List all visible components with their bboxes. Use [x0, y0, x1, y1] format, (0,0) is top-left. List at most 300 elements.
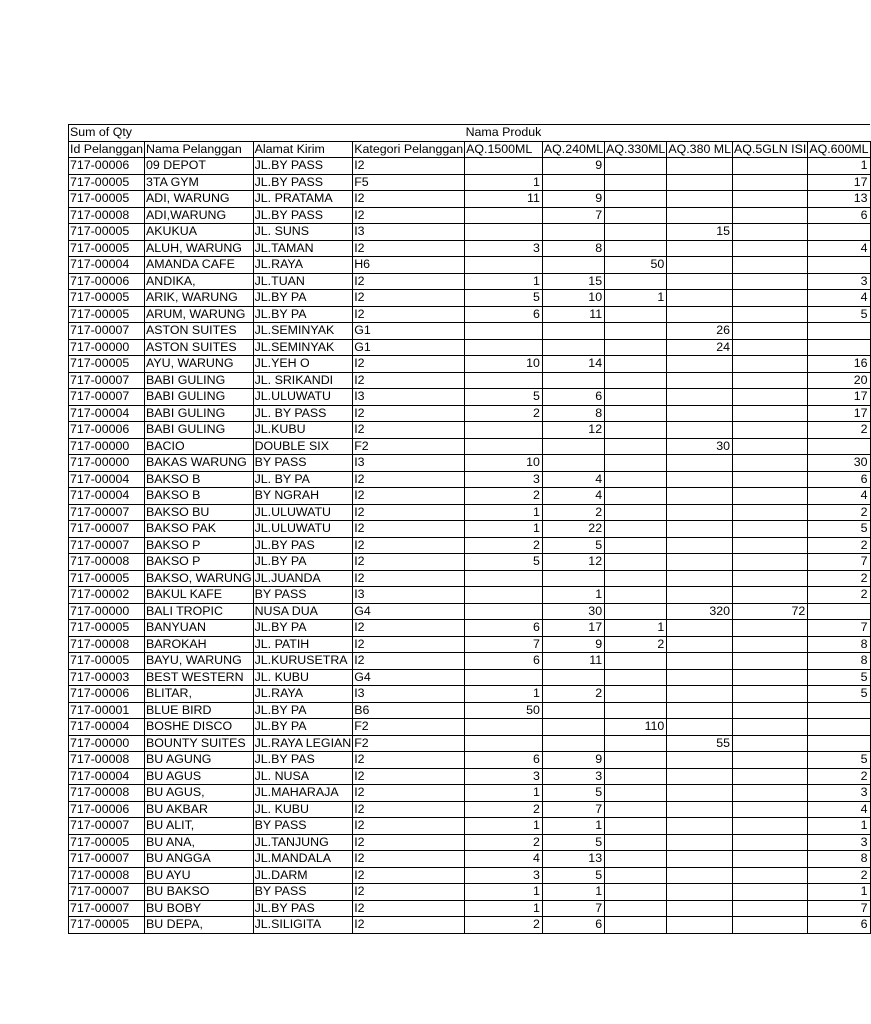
- cell-aq-330ml[interactable]: [605, 488, 667, 505]
- cell-kategori-pelanggan[interactable]: I2: [353, 207, 465, 224]
- cell-aq-330ml[interactable]: [605, 851, 667, 868]
- cell-nama-pelanggan[interactable]: BABI GULING: [145, 405, 254, 422]
- cell-aq-330ml[interactable]: [605, 669, 667, 686]
- cell-aq-380ml[interactable]: 55: [667, 735, 733, 752]
- cell-aq-240ml[interactable]: 1: [542, 818, 604, 835]
- cell-aq-1500ml[interactable]: [465, 422, 543, 439]
- cell-aq-5gln-isi[interactable]: [733, 273, 808, 290]
- cell-alamat-kirim[interactable]: JL.TUAN: [253, 273, 353, 290]
- cell-aq-5gln-isi[interactable]: [733, 884, 808, 901]
- cell-id-pelanggan[interactable]: 717-00000: [69, 438, 145, 455]
- cell-nama-pelanggan[interactable]: ANDIKA,: [145, 273, 254, 290]
- cell-nama-pelanggan[interactable]: BU AGUNG: [145, 752, 254, 769]
- header-aq-600ml[interactable]: AQ.600ML: [809, 141, 869, 156]
- cell-nama-pelanggan[interactable]: 3TA GYM: [145, 174, 254, 191]
- cell-aq-5gln-isi[interactable]: [733, 653, 808, 670]
- cell-id-pelanggan[interactable]: 717-00007: [69, 818, 145, 835]
- empty-cell[interactable]: [253, 125, 353, 142]
- empty-cell[interactable]: [667, 125, 733, 142]
- cell-aq-240ml[interactable]: 6: [542, 917, 604, 934]
- cell-aq-330ml[interactable]: [605, 603, 667, 620]
- cell-aq-1500ml[interactable]: 6: [465, 620, 543, 637]
- cell-aq-5gln-isi[interactable]: [733, 405, 808, 422]
- cell-aq-330ml[interactable]: 1: [605, 290, 667, 307]
- cell-kategori-pelanggan[interactable]: G1: [353, 323, 465, 340]
- cell-alamat-kirim[interactable]: JL.MAHARAJA: [253, 785, 353, 802]
- cell-aq-600ml[interactable]: 17: [808, 174, 870, 191]
- cell-aq-380ml[interactable]: [667, 257, 733, 274]
- cell-kategori-pelanggan[interactable]: I2: [353, 306, 465, 323]
- cell-kategori-pelanggan[interactable]: F2: [353, 438, 465, 455]
- cell-aq-330ml[interactable]: [605, 323, 667, 340]
- cell-nama-pelanggan[interactable]: BALI TROPIC: [145, 603, 254, 620]
- cell-alamat-kirim[interactable]: JL.BY PASS: [253, 174, 353, 191]
- cell-aq-600ml[interactable]: [808, 257, 870, 274]
- cell-nama-pelanggan[interactable]: BU AGUS,: [145, 785, 254, 802]
- cell-aq-330ml[interactable]: [605, 752, 667, 769]
- cell-aq-1500ml[interactable]: 2: [465, 488, 543, 505]
- cell-id-pelanggan[interactable]: 717-00004: [69, 488, 145, 505]
- cell-nama-pelanggan[interactable]: BAKSO P: [145, 537, 254, 554]
- cell-id-pelanggan[interactable]: 717-00008: [69, 207, 145, 224]
- cell-aq-5gln-isi[interactable]: [733, 719, 808, 736]
- cell-aq-1500ml[interactable]: [465, 158, 543, 175]
- cell-aq-380ml[interactable]: [667, 471, 733, 488]
- cell-kategori-pelanggan[interactable]: I2: [353, 620, 465, 637]
- cell-aq-1500ml[interactable]: 1: [465, 818, 543, 835]
- cell-alamat-kirim[interactable]: JL. NUSA: [253, 768, 353, 785]
- cell-aq-5gln-isi[interactable]: [733, 587, 808, 604]
- cell-aq-5gln-isi[interactable]: [733, 768, 808, 785]
- cell-aq-5gln-isi[interactable]: [733, 686, 808, 703]
- cell-aq-380ml[interactable]: [667, 504, 733, 521]
- cell-aq-380ml[interactable]: [667, 785, 733, 802]
- cell-aq-330ml[interactable]: [605, 702, 667, 719]
- cell-id-pelanggan[interactable]: 717-00000: [69, 735, 145, 752]
- header-aq-330ml[interactable]: AQ.330ML: [606, 141, 666, 156]
- cell-aq-5gln-isi[interactable]: [733, 372, 808, 389]
- cell-aq-5gln-isi[interactable]: [733, 224, 808, 241]
- empty-cell[interactable]: [733, 125, 808, 142]
- cell-aq-380ml[interactable]: [667, 851, 733, 868]
- cell-aq-5gln-isi[interactable]: [733, 570, 808, 587]
- cell-aq-380ml[interactable]: [667, 521, 733, 538]
- cell-alamat-kirim[interactable]: JL.BY PA: [253, 290, 353, 307]
- cell-nama-pelanggan[interactable]: BU BAKSO: [145, 884, 254, 901]
- cell-aq-380ml[interactable]: [667, 752, 733, 769]
- sum-of-qty-label[interactable]: Sum of Qty: [69, 125, 145, 142]
- cell-id-pelanggan[interactable]: 717-00000: [69, 603, 145, 620]
- cell-kategori-pelanggan[interactable]: I2: [353, 636, 465, 653]
- cell-aq-600ml[interactable]: 30: [808, 455, 870, 472]
- cell-aq-600ml[interactable]: 17: [808, 389, 870, 406]
- cell-aq-330ml[interactable]: [605, 405, 667, 422]
- cell-aq-380ml[interactable]: [667, 768, 733, 785]
- cell-aq-5gln-isi[interactable]: [733, 834, 808, 851]
- cell-id-pelanggan[interactable]: 717-00006: [69, 158, 145, 175]
- cell-id-pelanggan[interactable]: 717-00007: [69, 323, 145, 340]
- cell-nama-pelanggan[interactable]: BAKUL KAFE: [145, 587, 254, 604]
- cell-nama-pelanggan[interactable]: BAKSO PAK: [145, 521, 254, 538]
- cell-aq-1500ml[interactable]: 2: [465, 917, 543, 934]
- cell-alamat-kirim[interactable]: JL. BY PASS: [253, 405, 353, 422]
- cell-nama-pelanggan[interactable]: BAKSO, WARUNG: [146, 570, 252, 585]
- cell-id-pelanggan[interactable]: 717-00005: [69, 917, 145, 934]
- cell-aq-240ml[interactable]: 10: [542, 290, 604, 307]
- cell-alamat-kirim[interactable]: JL. PATIH: [253, 636, 353, 653]
- cell-aq-380ml[interactable]: [667, 636, 733, 653]
- cell-aq-380ml[interactable]: 24: [667, 339, 733, 356]
- cell-aq-5gln-isi[interactable]: [733, 455, 808, 472]
- cell-id-pelanggan[interactable]: 717-00007: [69, 504, 145, 521]
- cell-aq-5gln-isi[interactable]: [733, 323, 808, 340]
- cell-aq-240ml[interactable]: 12: [542, 422, 604, 439]
- cell-aq-600ml[interactable]: 8: [808, 851, 870, 868]
- cell-kategori-pelanggan[interactable]: I2: [353, 521, 465, 538]
- cell-alamat-kirim[interactable]: JL.BY PA: [253, 554, 353, 571]
- empty-cell[interactable]: [542, 125, 604, 142]
- cell-alamat-kirim[interactable]: JL.BY PA: [253, 306, 353, 323]
- cell-id-pelanggan[interactable]: 717-00005: [69, 834, 145, 851]
- cell-id-pelanggan[interactable]: 717-00005: [69, 306, 145, 323]
- cell-kategori-pelanggan[interactable]: I2: [353, 372, 465, 389]
- cell-nama-pelanggan[interactable]: BU ALIT,: [145, 818, 254, 835]
- cell-aq-380ml[interactable]: [667, 587, 733, 604]
- cell-aq-380ml[interactable]: 320: [667, 603, 733, 620]
- cell-nama-pelanggan[interactable]: BAKSO P: [145, 554, 254, 571]
- cell-alamat-kirim[interactable]: JL.RAYA: [253, 257, 353, 274]
- cell-aq-330ml[interactable]: [605, 240, 667, 257]
- cell-aq-5gln-isi[interactable]: [733, 240, 808, 257]
- cell-alamat-kirim[interactable]: JL.ULUWATU: [253, 389, 353, 406]
- cell-aq-5gln-isi[interactable]: [733, 488, 808, 505]
- cell-alamat-kirim[interactable]: BY PASS: [253, 455, 353, 472]
- cell-nama-pelanggan[interactable]: BLUE BIRD: [145, 702, 254, 719]
- cell-id-pelanggan[interactable]: 717-00008: [69, 785, 145, 802]
- cell-aq-5gln-isi[interactable]: [733, 389, 808, 406]
- cell-nama-pelanggan[interactable]: BU BOBY: [145, 900, 254, 917]
- cell-kategori-pelanggan[interactable]: F5: [353, 174, 465, 191]
- cell-aq-600ml[interactable]: 2: [808, 504, 870, 521]
- empty-cell[interactable]: [145, 125, 254, 142]
- cell-aq-330ml[interactable]: [605, 768, 667, 785]
- cell-aq-380ml[interactable]: [667, 620, 733, 637]
- cell-aq-600ml[interactable]: [808, 339, 870, 356]
- cell-kategori-pelanggan[interactable]: I2: [353, 851, 465, 868]
- cell-kategori-pelanggan[interactable]: H6: [353, 257, 465, 274]
- cell-nama-pelanggan[interactable]: BU AGUS: [145, 768, 254, 785]
- cell-nama-pelanggan[interactable]: BANYUAN: [145, 620, 254, 637]
- cell-aq-5gln-isi[interactable]: [733, 818, 808, 835]
- cell-aq-1500ml[interactable]: 2: [465, 834, 543, 851]
- cell-aq-600ml[interactable]: 6: [808, 471, 870, 488]
- cell-kategori-pelanggan[interactable]: B6: [353, 702, 465, 719]
- cell-aq-240ml[interactable]: 1: [542, 587, 604, 604]
- cell-aq-330ml[interactable]: [605, 686, 667, 703]
- cell-aq-240ml[interactable]: [542, 702, 604, 719]
- cell-aq-600ml[interactable]: 4: [808, 240, 870, 257]
- cell-aq-380ml[interactable]: [667, 669, 733, 686]
- cell-aq-1500ml[interactable]: [465, 587, 543, 604]
- cell-alamat-kirim[interactable]: JL. PRATAMA: [253, 191, 353, 208]
- cell-aq-1500ml[interactable]: [465, 339, 543, 356]
- cell-aq-1500ml[interactable]: 10: [465, 356, 543, 373]
- header-nama-pelanggan[interactable]: Nama Pelanggan: [145, 141, 254, 158]
- cell-aq-5gln-isi[interactable]: [733, 900, 808, 917]
- cell-nama-pelanggan[interactable]: BLITAR,: [145, 686, 254, 703]
- cell-id-pelanggan[interactable]: 717-00007: [69, 537, 145, 554]
- cell-aq-1500ml[interactable]: [465, 224, 543, 241]
- cell-aq-380ml[interactable]: [667, 653, 733, 670]
- cell-aq-600ml[interactable]: 2: [808, 422, 870, 439]
- cell-kategori-pelanggan[interactable]: I2: [353, 356, 465, 373]
- cell-aq-240ml[interactable]: 1: [542, 884, 604, 901]
- cell-aq-5gln-isi[interactable]: [733, 867, 808, 884]
- cell-id-pelanggan[interactable]: 717-00004: [69, 768, 145, 785]
- cell-aq-330ml[interactable]: [605, 191, 667, 208]
- cell-kategori-pelanggan[interactable]: I3: [353, 389, 465, 406]
- cell-aq-240ml[interactable]: 12: [542, 554, 604, 571]
- cell-alamat-kirim[interactable]: JL. SRIKANDI: [253, 372, 353, 389]
- cell-nama-pelanggan[interactable]: ADI, WARUNG: [145, 191, 254, 208]
- cell-nama-pelanggan[interactable]: BU ANA,: [145, 834, 254, 851]
- cell-aq-380ml[interactable]: [667, 488, 733, 505]
- cell-aq-5gln-isi[interactable]: [733, 438, 808, 455]
- cell-aq-330ml[interactable]: [605, 900, 667, 917]
- header-aq-1500ml[interactable]: AQ.1500ML: [465, 141, 543, 158]
- cell-alamat-kirim[interactable]: JL.KUBU: [253, 422, 353, 439]
- empty-cell[interactable]: [353, 125, 465, 142]
- empty-cell[interactable]: [808, 125, 870, 142]
- cell-id-pelanggan[interactable]: 717-00007: [69, 900, 145, 917]
- cell-aq-1500ml[interactable]: 5: [465, 389, 543, 406]
- cell-aq-240ml[interactable]: [542, 257, 604, 274]
- cell-aq-1500ml[interactable]: 2: [465, 405, 543, 422]
- cell-kategori-pelanggan[interactable]: I2: [353, 867, 465, 884]
- cell-aq-600ml[interactable]: [808, 323, 870, 340]
- cell-kategori-pelanggan[interactable]: I2: [353, 405, 465, 422]
- cell-aq-5gln-isi[interactable]: [733, 422, 808, 439]
- cell-nama-pelanggan[interactable]: ASTON SUITES: [145, 339, 254, 356]
- cell-id-pelanggan[interactable]: 717-00008: [69, 867, 145, 884]
- cell-aq-330ml[interactable]: 1: [605, 620, 667, 637]
- cell-aq-1500ml[interactable]: 2: [465, 801, 543, 818]
- cell-aq-240ml[interactable]: 9: [542, 636, 604, 653]
- cell-aq-1500ml[interactable]: 2: [465, 537, 543, 554]
- cell-nama-pelanggan[interactable]: BU AKBAR: [145, 801, 254, 818]
- cell-aq-380ml[interactable]: [667, 158, 733, 175]
- cell-id-pelanggan[interactable]: 717-00000: [69, 339, 145, 356]
- cell-aq-240ml[interactable]: [542, 735, 604, 752]
- cell-id-pelanggan[interactable]: 717-00005: [69, 290, 145, 307]
- cell-nama-pelanggan[interactable]: BAYU, WARUNG: [145, 653, 254, 670]
- cell-aq-240ml[interactable]: [542, 719, 604, 736]
- cell-alamat-kirim[interactable]: JL. KUBU: [253, 801, 353, 818]
- cell-aq-240ml[interactable]: 5: [542, 867, 604, 884]
- cell-aq-600ml[interactable]: [808, 719, 870, 736]
- cell-aq-380ml[interactable]: [667, 554, 733, 571]
- cell-aq-380ml[interactable]: [667, 818, 733, 835]
- cell-id-pelanggan[interactable]: 717-00006: [69, 422, 145, 439]
- cell-id-pelanggan[interactable]: 717-00005: [69, 224, 145, 241]
- cell-aq-330ml[interactable]: [605, 801, 667, 818]
- cell-aq-240ml[interactable]: 3: [542, 768, 604, 785]
- cell-aq-1500ml[interactable]: 10: [465, 455, 543, 472]
- cell-alamat-kirim[interactable]: JL.RAYA: [253, 686, 353, 703]
- cell-id-pelanggan[interactable]: 717-00006: [69, 801, 145, 818]
- cell-aq-240ml[interactable]: 9: [542, 752, 604, 769]
- cell-aq-5gln-isi[interactable]: [733, 917, 808, 934]
- cell-aq-600ml[interactable]: 2: [808, 867, 870, 884]
- cell-alamat-kirim[interactable]: JL. KUBU: [253, 669, 353, 686]
- cell-aq-1500ml[interactable]: 6: [465, 306, 543, 323]
- cell-aq-240ml[interactable]: 5: [542, 537, 604, 554]
- cell-aq-1500ml[interactable]: 1: [465, 884, 543, 901]
- cell-id-pelanggan[interactable]: 717-00002: [69, 587, 145, 604]
- cell-nama-pelanggan[interactable]: AKUKUA: [145, 224, 254, 241]
- cell-aq-240ml[interactable]: [542, 455, 604, 472]
- cell-aq-330ml[interactable]: [605, 422, 667, 439]
- header-alamat-kirim[interactable]: Alamat Kirim: [253, 141, 353, 158]
- cell-aq-240ml[interactable]: 30: [542, 603, 604, 620]
- cell-aq-5gln-isi[interactable]: [733, 785, 808, 802]
- cell-aq-1500ml[interactable]: 11: [465, 191, 543, 208]
- cell-aq-600ml[interactable]: 6: [808, 917, 870, 934]
- cell-kategori-pelanggan[interactable]: I2: [353, 884, 465, 901]
- cell-aq-330ml[interactable]: [605, 884, 667, 901]
- cell-nama-pelanggan[interactable]: AMANDA CAFE: [145, 257, 254, 274]
- cell-id-pelanggan[interactable]: 717-00005: [69, 191, 145, 208]
- cell-nama-pelanggan[interactable]: BAKAS WARUNG: [145, 455, 254, 472]
- cell-kategori-pelanggan[interactable]: I2: [353, 570, 465, 587]
- cell-id-pelanggan[interactable]: 717-00006: [69, 273, 145, 290]
- cell-aq-600ml[interactable]: [808, 603, 870, 620]
- cell-aq-380ml[interactable]: [667, 389, 733, 406]
- cell-kategori-pelanggan[interactable]: I2: [353, 504, 465, 521]
- cell-aq-600ml[interactable]: 5: [808, 686, 870, 703]
- cell-aq-5gln-isi[interactable]: [733, 752, 808, 769]
- cell-aq-380ml[interactable]: [667, 191, 733, 208]
- cell-kategori-pelanggan[interactable]: I2: [353, 240, 465, 257]
- cell-aq-1500ml[interactable]: [465, 372, 543, 389]
- cell-aq-1500ml[interactable]: [465, 570, 543, 587]
- cell-aq-240ml[interactable]: 15: [542, 273, 604, 290]
- cell-kategori-pelanggan[interactable]: F2: [353, 735, 465, 752]
- cell-aq-5gln-isi[interactable]: [733, 174, 808, 191]
- cell-aq-600ml[interactable]: 3: [808, 273, 870, 290]
- cell-aq-380ml[interactable]: [667, 306, 733, 323]
- cell-alamat-kirim[interactable]: JL.BY PAS: [253, 752, 353, 769]
- cell-id-pelanggan[interactable]: 717-00007: [69, 851, 145, 868]
- cell-alamat-kirim[interactable]: JL.TANJUNG: [253, 834, 353, 851]
- cell-nama-pelanggan[interactable]: AYU, WARUNG: [145, 356, 254, 373]
- cell-aq-600ml[interactable]: 4: [808, 290, 870, 307]
- cell-nama-pelanggan[interactable]: ARUM, WARUNG: [145, 306, 254, 323]
- cell-alamat-kirim[interactable]: BY PASS: [253, 818, 353, 835]
- cell-aq-600ml[interactable]: 7: [808, 900, 870, 917]
- cell-aq-380ml[interactable]: [667, 273, 733, 290]
- cell-kategori-pelanggan[interactable]: I2: [353, 273, 465, 290]
- cell-aq-330ml[interactable]: [605, 504, 667, 521]
- cell-aq-5gln-isi[interactable]: 72: [733, 603, 808, 620]
- cell-aq-240ml[interactable]: 8: [542, 405, 604, 422]
- header-id-pelanggan[interactable]: Id Pelanggan: [70, 141, 144, 156]
- cell-alamat-kirim[interactable]: JL. BY PA: [253, 471, 353, 488]
- cell-aq-5gln-isi[interactable]: [733, 191, 808, 208]
- cell-aq-1500ml[interactable]: 1: [465, 900, 543, 917]
- cell-aq-1500ml[interactable]: 1: [465, 174, 543, 191]
- cell-alamat-kirim[interactable]: JL.TAMAN: [253, 240, 353, 257]
- cell-aq-380ml[interactable]: 30: [667, 438, 733, 455]
- cell-aq-330ml[interactable]: [605, 554, 667, 571]
- cell-aq-5gln-isi[interactable]: [733, 669, 808, 686]
- cell-aq-5gln-isi[interactable]: [733, 207, 808, 224]
- cell-aq-600ml[interactable]: 8: [808, 653, 870, 670]
- cell-aq-600ml[interactable]: [808, 702, 870, 719]
- cell-aq-1500ml[interactable]: 1: [465, 686, 543, 703]
- cell-aq-5gln-isi[interactable]: [733, 735, 808, 752]
- cell-alamat-kirim[interactable]: BY PASS: [253, 587, 353, 604]
- cell-nama-pelanggan[interactable]: ADI,WARUNG: [145, 207, 254, 224]
- cell-aq-1500ml[interactable]: 1: [465, 504, 543, 521]
- cell-id-pelanggan[interactable]: 717-00005: [69, 620, 145, 637]
- cell-aq-600ml[interactable]: 17: [808, 405, 870, 422]
- cell-aq-330ml[interactable]: [605, 834, 667, 851]
- cell-aq-330ml[interactable]: [605, 521, 667, 538]
- cell-aq-1500ml[interactable]: [465, 207, 543, 224]
- cell-kategori-pelanggan[interactable]: G1: [353, 339, 465, 356]
- cell-kategori-pelanggan[interactable]: I2: [353, 488, 465, 505]
- cell-aq-240ml[interactable]: 17: [542, 620, 604, 637]
- cell-nama-pelanggan[interactable]: BU AYU: [145, 867, 254, 884]
- cell-aq-5gln-isi[interactable]: [733, 339, 808, 356]
- cell-id-pelanggan[interactable]: 717-00008: [69, 554, 145, 571]
- cell-nama-pelanggan[interactable]: BU DEPA,: [145, 917, 254, 934]
- cell-id-pelanggan[interactable]: 717-00003: [69, 669, 145, 686]
- cell-kategori-pelanggan[interactable]: I3: [353, 455, 465, 472]
- cell-id-pelanggan[interactable]: 717-00007: [69, 884, 145, 901]
- cell-id-pelanggan[interactable]: 717-00004: [69, 257, 145, 274]
- cell-aq-330ml[interactable]: [605, 372, 667, 389]
- cell-nama-pelanggan[interactable]: BABI GULING: [145, 372, 254, 389]
- cell-kategori-pelanggan[interactable]: I2: [353, 801, 465, 818]
- cell-aq-330ml[interactable]: [605, 455, 667, 472]
- cell-aq-380ml[interactable]: [667, 686, 733, 703]
- cell-aq-600ml[interactable]: 5: [808, 306, 870, 323]
- cell-id-pelanggan[interactable]: 717-00007: [69, 372, 145, 389]
- cell-kategori-pelanggan[interactable]: I2: [353, 653, 465, 670]
- cell-aq-330ml[interactable]: [605, 818, 667, 835]
- cell-kategori-pelanggan[interactable]: I2: [353, 290, 465, 307]
- cell-aq-240ml[interactable]: 13: [542, 851, 604, 868]
- cell-aq-600ml[interactable]: 20: [808, 372, 870, 389]
- cell-aq-240ml[interactable]: 11: [542, 306, 604, 323]
- cell-aq-1500ml[interactable]: 7: [465, 636, 543, 653]
- cell-aq-380ml[interactable]: [667, 356, 733, 373]
- cell-id-pelanggan[interactable]: 717-00004: [69, 405, 145, 422]
- cell-alamat-kirim[interactable]: JL.SEMINYAK: [253, 323, 353, 340]
- cell-aq-330ml[interactable]: [605, 339, 667, 356]
- cell-aq-240ml[interactable]: 4: [542, 488, 604, 505]
- cell-kategori-pelanggan[interactable]: I3: [353, 686, 465, 703]
- cell-aq-1500ml[interactable]: 5: [465, 554, 543, 571]
- cell-aq-600ml[interactable]: 5: [808, 752, 870, 769]
- cell-aq-1500ml[interactable]: 6: [465, 752, 543, 769]
- cell-aq-240ml[interactable]: [542, 224, 604, 241]
- cell-alamat-kirim[interactable]: JL.SEMINYAK: [253, 339, 353, 356]
- cell-kategori-pelanggan[interactable]: I2: [353, 917, 465, 934]
- cell-aq-600ml[interactable]: [808, 735, 870, 752]
